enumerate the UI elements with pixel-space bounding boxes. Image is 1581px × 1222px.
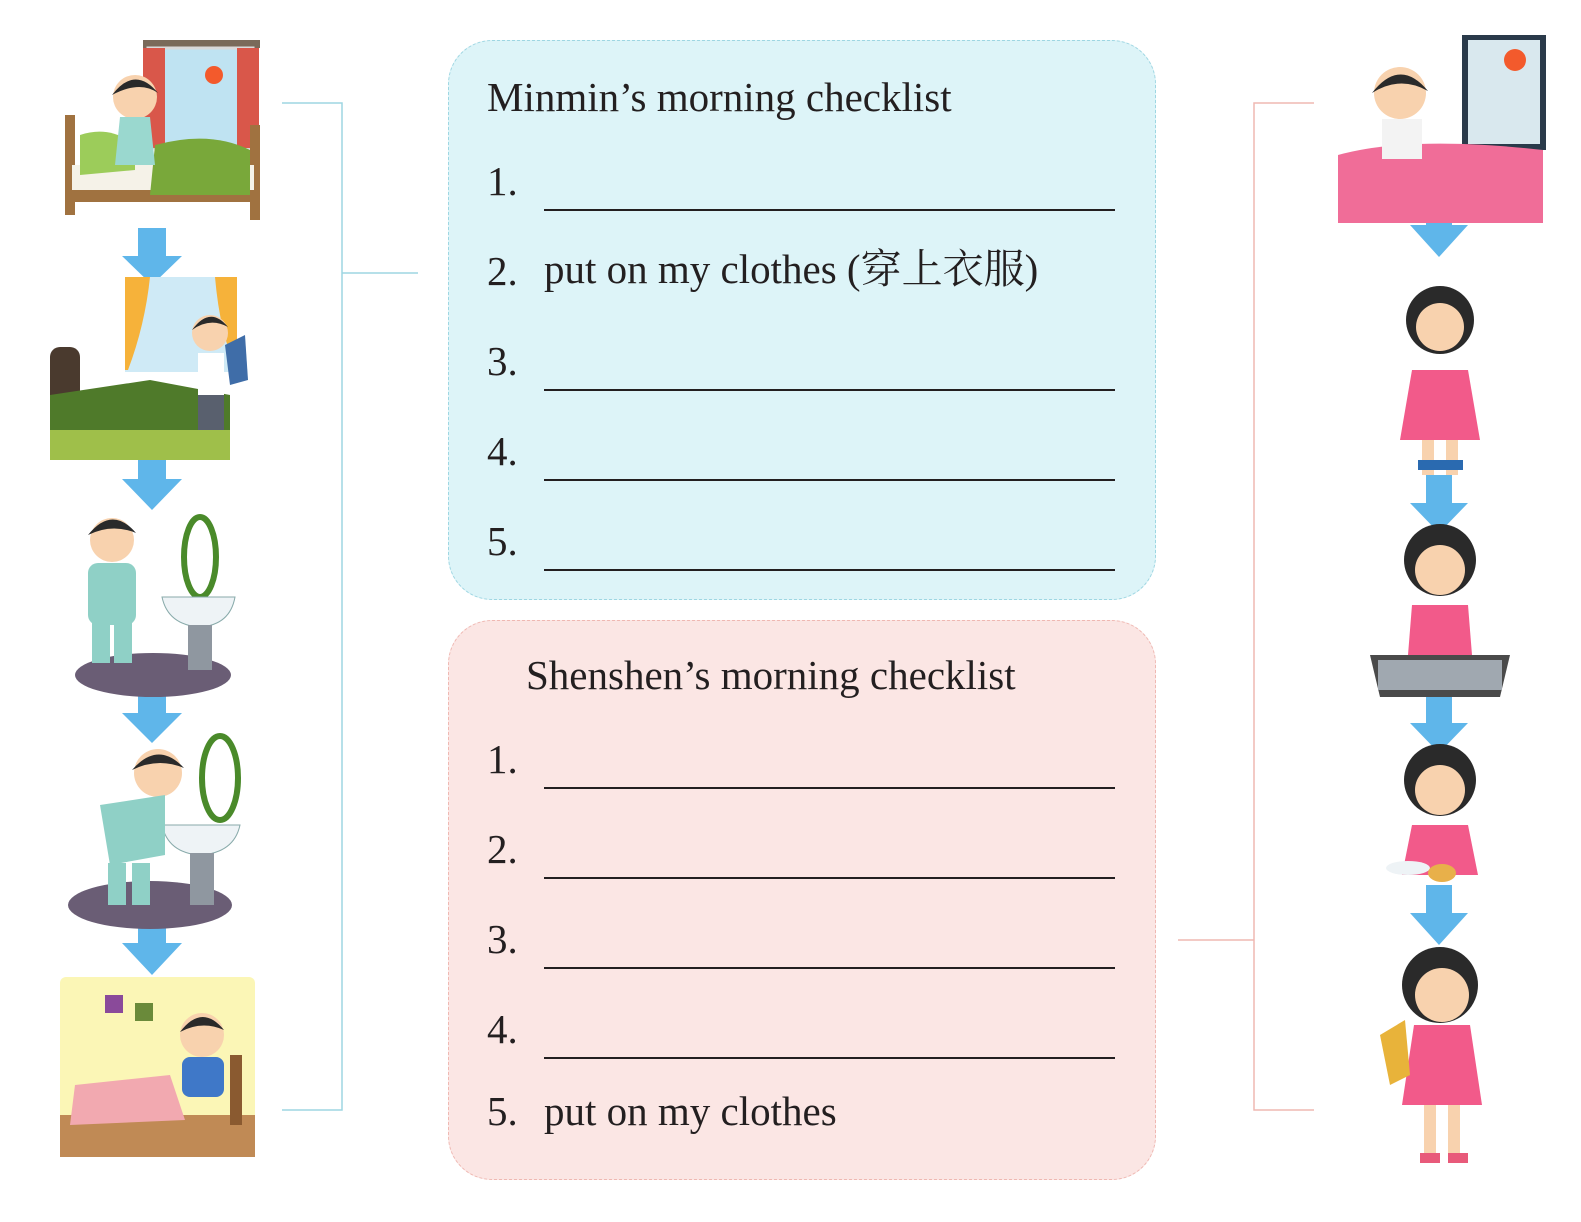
item-number: 5. [487,518,518,564]
minmin-checklist-card [448,40,1156,600]
answer-blank[interactable] [544,209,1115,211]
item-number: 2. [487,826,518,872]
item-text: put on my clothes [544,1088,837,1134]
checklist-item [487,1081,1127,1141]
minmin-bracket-line [280,100,420,1115]
answer-blank[interactable] [544,787,1115,789]
shenshen-checklist-title: Shenshen’s morning checklist [526,652,1016,698]
answer-blank[interactable] [544,479,1115,481]
item-number: 1. [487,736,518,782]
checklist-item [487,331,1127,391]
shenshen-checklist-card [448,620,1156,1180]
checklist-item [487,909,1127,969]
item-number: 3. [487,338,518,384]
answer-blank[interactable] [544,967,1115,969]
checklist-item [487,151,1127,211]
checklist-item [487,999,1127,1059]
checklist-item [487,421,1127,481]
boy-washing-face-icon [68,736,240,929]
boy-illustration-column [40,35,270,1175]
shenshen-bracket-line [1176,100,1316,1115]
boy-brushing-teeth-icon [75,517,235,697]
girl-waking-up-icon [1338,37,1543,223]
item-text: put on my clothes (穿上衣服) [544,246,1039,292]
boy-dressing-icon [50,277,248,460]
answer-blank[interactable] [544,1057,1115,1059]
girl-brushing-teeth-icon [1400,286,1480,475]
checklist-item [487,729,1127,789]
item-number: 2. [487,248,518,294]
item-number: 5. [487,1088,518,1134]
answer-blank[interactable] [544,877,1115,879]
girl-dressing-icon [1380,947,1482,1163]
answer-blank[interactable] [544,389,1115,391]
girl-illustration-column [1330,35,1550,1175]
boy-eating-breakfast-icon [60,977,255,1157]
item-number: 4. [487,1006,518,1052]
answer-blank[interactable] [544,569,1115,571]
checklist-item [487,819,1127,879]
girl-washing-face-icon [1370,524,1510,697]
girl-eating-breakfast-icon [1386,744,1478,882]
item-number: 4. [487,428,518,474]
minmin-checklist-title: Minmin’s morning checklist [487,74,952,120]
checklist-item [487,241,1127,301]
checklist-item [487,511,1127,571]
item-number: 1. [487,158,518,204]
item-number: 3. [487,916,518,962]
boy-waking-up-icon [65,40,260,220]
